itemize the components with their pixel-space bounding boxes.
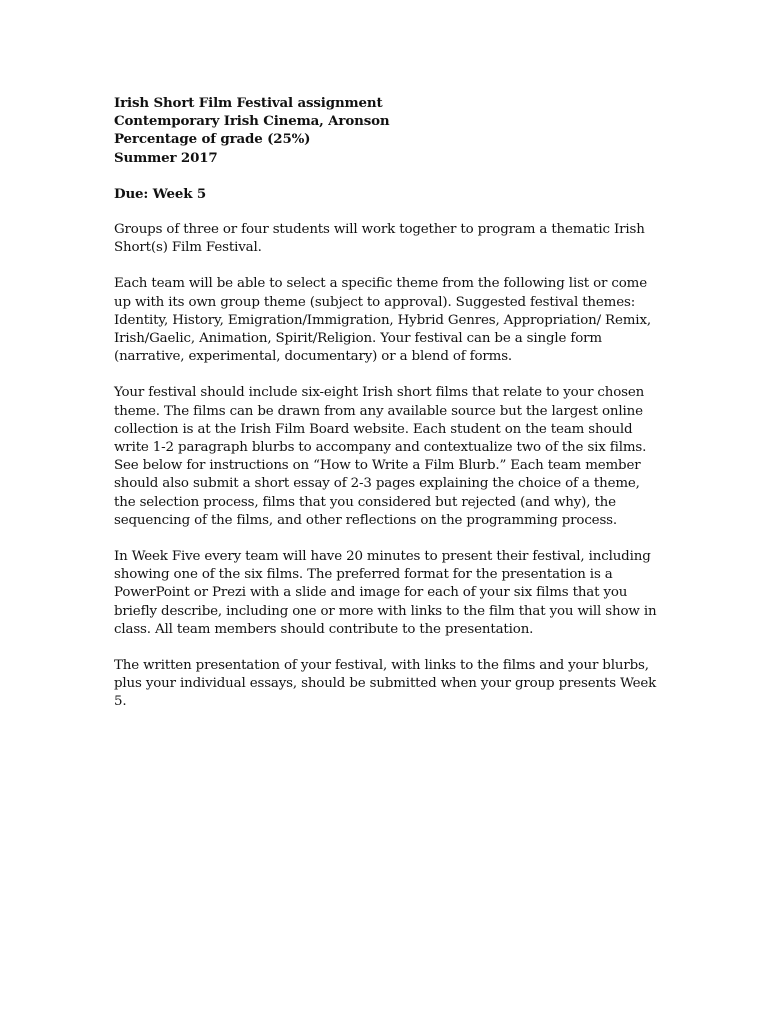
assignment-title: Irish Short Film Festival assignment [114, 95, 383, 111]
course-name: Contemporary Irish Cinema, Aronson [114, 113, 390, 130]
paragraph-groups: Groups of three or four students will work together to program a thematic Irish Short(s) Film Festival. [114, 222, 645, 256]
paragraph-submission: The written presentation of your festival, with links to the films and your blurbs, plus your individual essays, should be submitted when your group presents Week 5. [114, 658, 657, 710]
paragraph-presentation: In Week Five every team will have 20 minutes to present their festival, including showing one of the six films. The preferred format for the presentation is a PowerPoint or Prezi with a slide and image for each of your six films that you briefly describe, including one or more with links to the film that you will show in class. All team members should contribute to the presentation. [114, 549, 657, 637]
document-body [114, 94, 662, 712]
paragraph-films: Your festival should include six-eight Irish short films that relate to your chosen theme. The films can be drawn from any available source but the largest online collection is at the Irish Film Board website. Each student on the team should write 1-2 paragraph blurbs to accompany and contextualize two of the six films. See below for instructions on “How to Write a Film Blurb.” Each team member should also submit a short essay of 2-3 pages explaining the choice of a theme, the selection process, films that you considered but rejected (and why), the sequencing of the films, and other reflections on the programming process. [114, 385, 647, 528]
due-date: Due: Week 5 [114, 185, 207, 202]
term: Summer 2017 [114, 149, 218, 166]
paragraph-themes: Each team will be able to select a specific theme from the following list or come up with its own group theme (subject to approval). Suggested festival themes: Identity, History, Emigration/Immigration, Hybrid Genres, Appropriation/ Remix, Irish/Gaelic, Animation, Spirit/Religion. Your festival can be a single form (narrative, experimental, documentary) or a blend of forms. [114, 276, 651, 365]
grade-percentage: Percentage of grade (25%) [114, 131, 311, 148]
